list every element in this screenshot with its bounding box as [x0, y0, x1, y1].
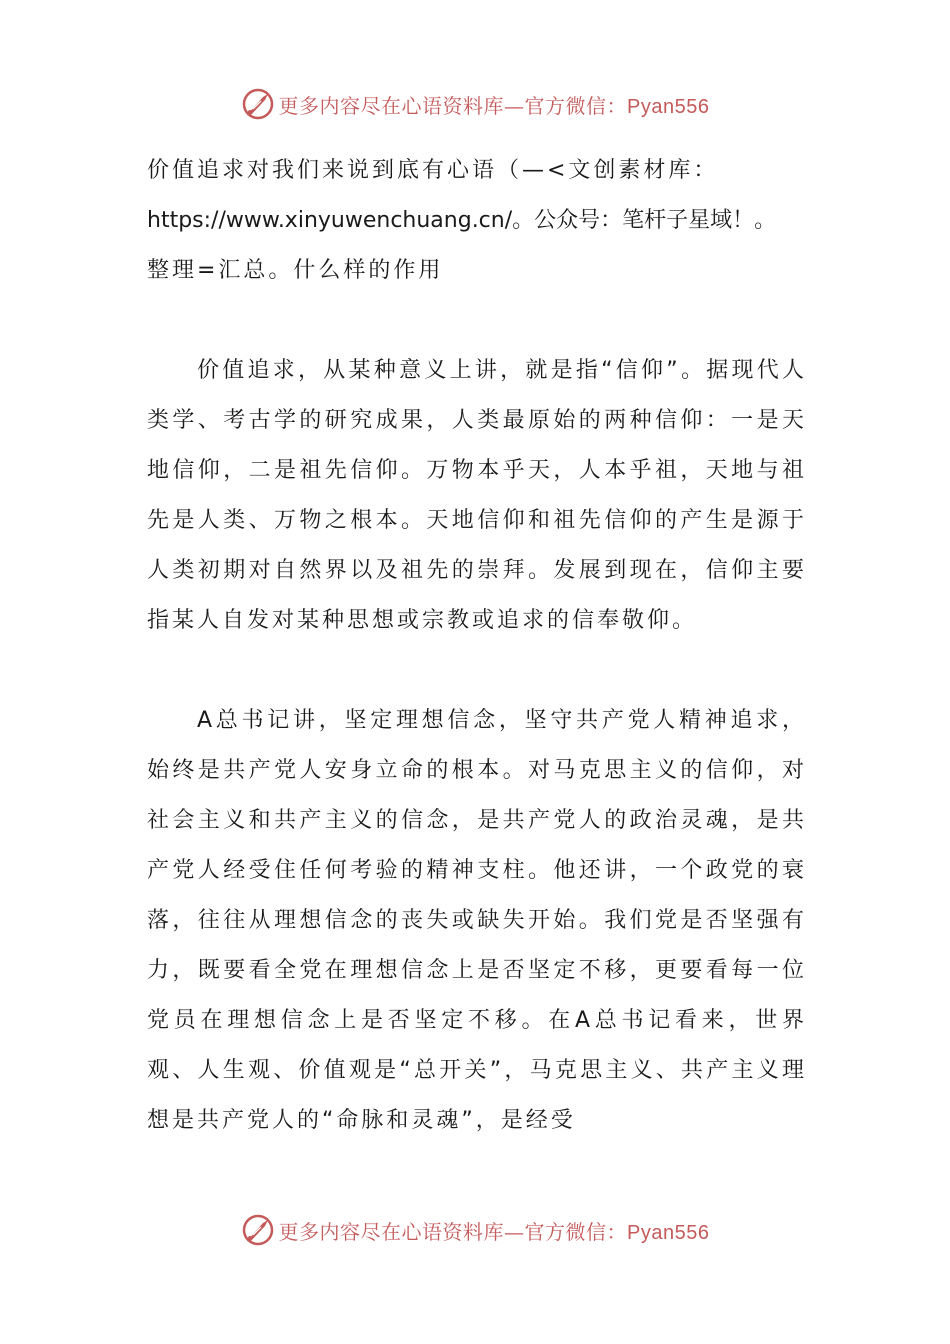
banner-dash: — — [504, 1219, 525, 1244]
banner-wechat-id: Pyan556 — [627, 95, 710, 118]
banner-wechat-label: 官方微信： — [524, 93, 628, 118]
pen-nib-logo-icon — [241, 87, 275, 121]
banner-text — [279, 90, 710, 119]
intro-url-line: https://www.xinyuwenchuang.cn/。公众号：笔杆子星域！。 — [147, 208, 777, 233]
pen-nib-logo-icon — [241, 1213, 275, 1247]
document-body — [147, 146, 807, 1146]
banner-main-text: 更多内容尽在心语资料库 — [278, 1219, 505, 1244]
intro-line-2 — [147, 196, 807, 246]
intro-line-1: 价值追求对我们来说到底有心语（—<文创素材库： — [147, 158, 719, 183]
banner-text — [279, 1216, 710, 1245]
paragraph-gap — [147, 646, 807, 696]
banner-wechat-label: 官方微信： — [524, 1219, 628, 1244]
paragraph-belief: 价值追求，从某种意义上讲，就是指“信仰”。据现代人类学、考古学的研究成果，人类最原始的两种信仰：一是天地信仰，二是祖先信仰。万物本乎天，人本乎祖，天地与祖先是人类、万物之根本。天地信仰和祖先信仰的产生是源于人类初期对自然界以及祖先的崇拜。发展到现在，信仰主要指某人自发对某种思想或宗教或追求的信奉敬仰。 — [147, 358, 807, 633]
paragraph-ideals: A总书记讲，坚定理想信念，坚守共产党人精神追求，始终是共产党人安身立命的根本。对马克思主义的信仰，对社会主义和共产主义的信念，是共产党人的政治灵魂，是共产党人经受住任何考验的精神支柱。他还讲，一个政党的衰落，往往从理想信念的丧失或缺失开始。我们党是否坚强有力，既要看全党在理想信念上是否坚定不移，更要看每一位党员在理想信念上是否坚定不移。在A总书记看来，世界观、人生观、价值观是“总开关”，马克思主义、共产主义理想是共产党人的“命脉和灵魂”，是经受 — [147, 708, 807, 1133]
paragraph-gap — [147, 296, 807, 346]
banner-wechat-id: Pyan556 — [627, 1221, 710, 1244]
banner-dash: — — [504, 93, 525, 118]
banner-main-text: 更多内容尽在心语资料库 — [278, 93, 505, 118]
intro-line-3: 整理=汇总。什么样的作用 — [147, 258, 444, 283]
footer-banner — [0, 1208, 950, 1252]
header-banner — [0, 82, 950, 126]
